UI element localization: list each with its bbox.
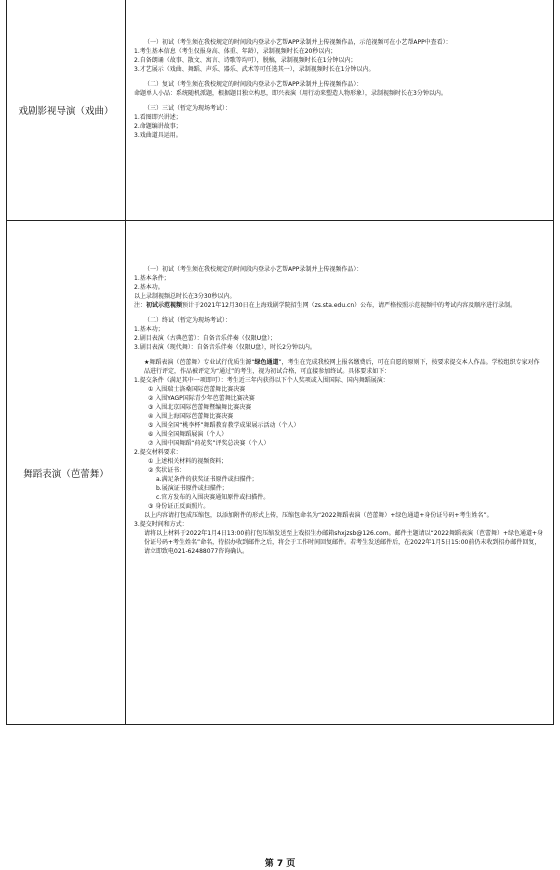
note [134, 301, 545, 310]
green-channel-intro [134, 358, 545, 376]
list-item: ⑤ 入围全国“桃李杯”舞蹈教育教学成果展示活动（个人） [148, 422, 300, 429]
exam-table [6, 0, 554, 725]
green-intro-text: ★舞蹈表演（芭蕾舞）专业试行优质生源“ [144, 359, 255, 366]
submit-heading: 3.提交时间和方式： [134, 521, 188, 528]
table-row [7, 221, 553, 724]
note-bold: 初试示范视频 [146, 302, 183, 309]
list-item: 2.基本功。 [134, 284, 164, 291]
list-item: 1.看图即兴讲述； [134, 114, 182, 121]
prelim-heading: （一）初试（考生须在我校规定的时间段内登录小艺帮APP录制并上传视频作品）： [144, 266, 363, 273]
list-item: ② 奖状证书： [148, 467, 186, 474]
list-item: ③ 入围北京国际芭蕾舞暨编舞比赛决赛 [148, 404, 252, 411]
list-item: ⑥ 入围全国舞蹈展演（个人） [148, 431, 228, 438]
materials-heading: 2.提交材料要求： [134, 449, 182, 456]
exam-requirements [126, 221, 553, 724]
prelim-heading: （一）初试（考生须在我校规定的时间段内登录小艺帮APP录制并上传视频作品，示范视频可在小艺帮APP中查看）： [144, 39, 452, 46]
list-item: 1.基本功； [134, 326, 164, 333]
list-item: ③ 身份证正反面照片。 [148, 503, 210, 510]
note-label: 注： [134, 302, 147, 309]
list-item: 2.命题编讲故事； [134, 123, 182, 130]
table-row [7, 0, 553, 221]
major-title: 戏剧影视导演（戏曲） [7, 0, 126, 220]
second-text: 命题单人小品：系统随机派题，根据题目独立构思，即兴表演（用行动来塑造人物形象），录制视频时长在3分钟以内。 [134, 90, 447, 97]
list-item: ④ 入围上海国际芭蕾舞比赛决赛 [148, 413, 234, 420]
list-item: c.官方发布的入围决赛通知原件或扫描件。 [156, 494, 270, 501]
list-item: ① 上述相关材料的视频资料； [148, 458, 228, 465]
submit-instructions: 请将以上材料于2022年1月4日13:00前打包压缩发送至上戏招生办邮箱shxjzsb@126.com。邮件主题请以“2022舞蹈表演（芭蕾舞）+绿色通道+身份证号码+考生姓名”命名，待招办收到邮件之后，将会于工作时间回复邮件。若考生发送邮件后，在2022年1月5日15:00前仍未收到招办邮件回复，请立即致电021-62488077咨询确认。 [144, 530, 544, 555]
list-item: 2.剧目表演（古典芭蕾）：自备音乐伴奏（仅限U盘）； [134, 335, 277, 342]
exam-requirements [126, 0, 553, 220]
green-intro-text: ”，考生在完成我校网上报名缴费后，可在自愿的原则下，按要求提交本人作品。学校组织专家对作品进行评定，作品被评定为“通过”的考生，视为初试合格，可直接参加终试。具体要求如下： [144, 359, 540, 375]
conditions-heading: 1.提交条件（满足其中一项即可）：考生近三年内获得以下个人奖项或入围国际、国内舞蹈展演： [134, 377, 389, 384]
list-item: 3.剧目表演（现代舞）：自备音乐伴奏（仅限U盘），时长2分钟以内。 [134, 344, 316, 351]
list-item: ② 入围YAGP国际青少年芭蕾舞比赛决赛 [148, 395, 255, 402]
list-item: 2.自备朗诵（故事、散文、寓言、诗歌等均可），脱稿，录制视频时长在1分钟以内； [134, 57, 357, 64]
note-text: 预计于2021年12月30日在上海戏剧学院招生网（zs.sta.edu.cn）公布，请严格按照示范视频中的考试内容及顺序进行录制。 [182, 302, 517, 309]
list-item: ① 入围瑞士洛桑国际芭蕾舞比赛决赛 [148, 386, 246, 393]
list-item: 1.基本条件； [134, 275, 170, 282]
list-item: 3.才艺展示（戏曲、舞蹈、声乐、器乐、武术等可任选其一），录制视频时长在1分钟以内。 [134, 66, 375, 73]
third-heading: （三）三试（暂定为现场考试）： [144, 105, 232, 112]
list-item: 1.考生基本信息（考生仅报身高、体重、年龄），录制视频时长在20秒以内； [134, 48, 337, 55]
second-heading: （二）复试（考生须在我校规定的时间段内登录小艺帮APP录制并上传视频作品）： [144, 81, 363, 88]
final-heading: （二）终试（暂定为现场考试）： [144, 317, 232, 324]
page-number: 第 7 页 [264, 859, 296, 869]
list-item: b.展演证书原件或扫描件； [156, 485, 228, 492]
major-title: 舞蹈表演（芭蕾舞） [7, 221, 126, 724]
list-item: a.满足条件的获奖证书原件或扫描件； [156, 476, 258, 483]
list-item: 3.戏曲道具运用。 [134, 132, 182, 139]
green-channel-label: 绿色通道 [254, 359, 279, 366]
list-item: ⑦ 入围中国舞蹈“荷花奖”评奖总决赛（个人） [148, 440, 270, 447]
list-item: 以上录制视频总时长在3分30秒以内。 [134, 293, 236, 300]
pack-instructions: 以上内容请打包成压缩包，以添加附件的形式上传，压缩包命名为“2022舞蹈表演（芭蕾舞）+绿色通道+身份证号码+考生姓名”。 [144, 512, 493, 519]
